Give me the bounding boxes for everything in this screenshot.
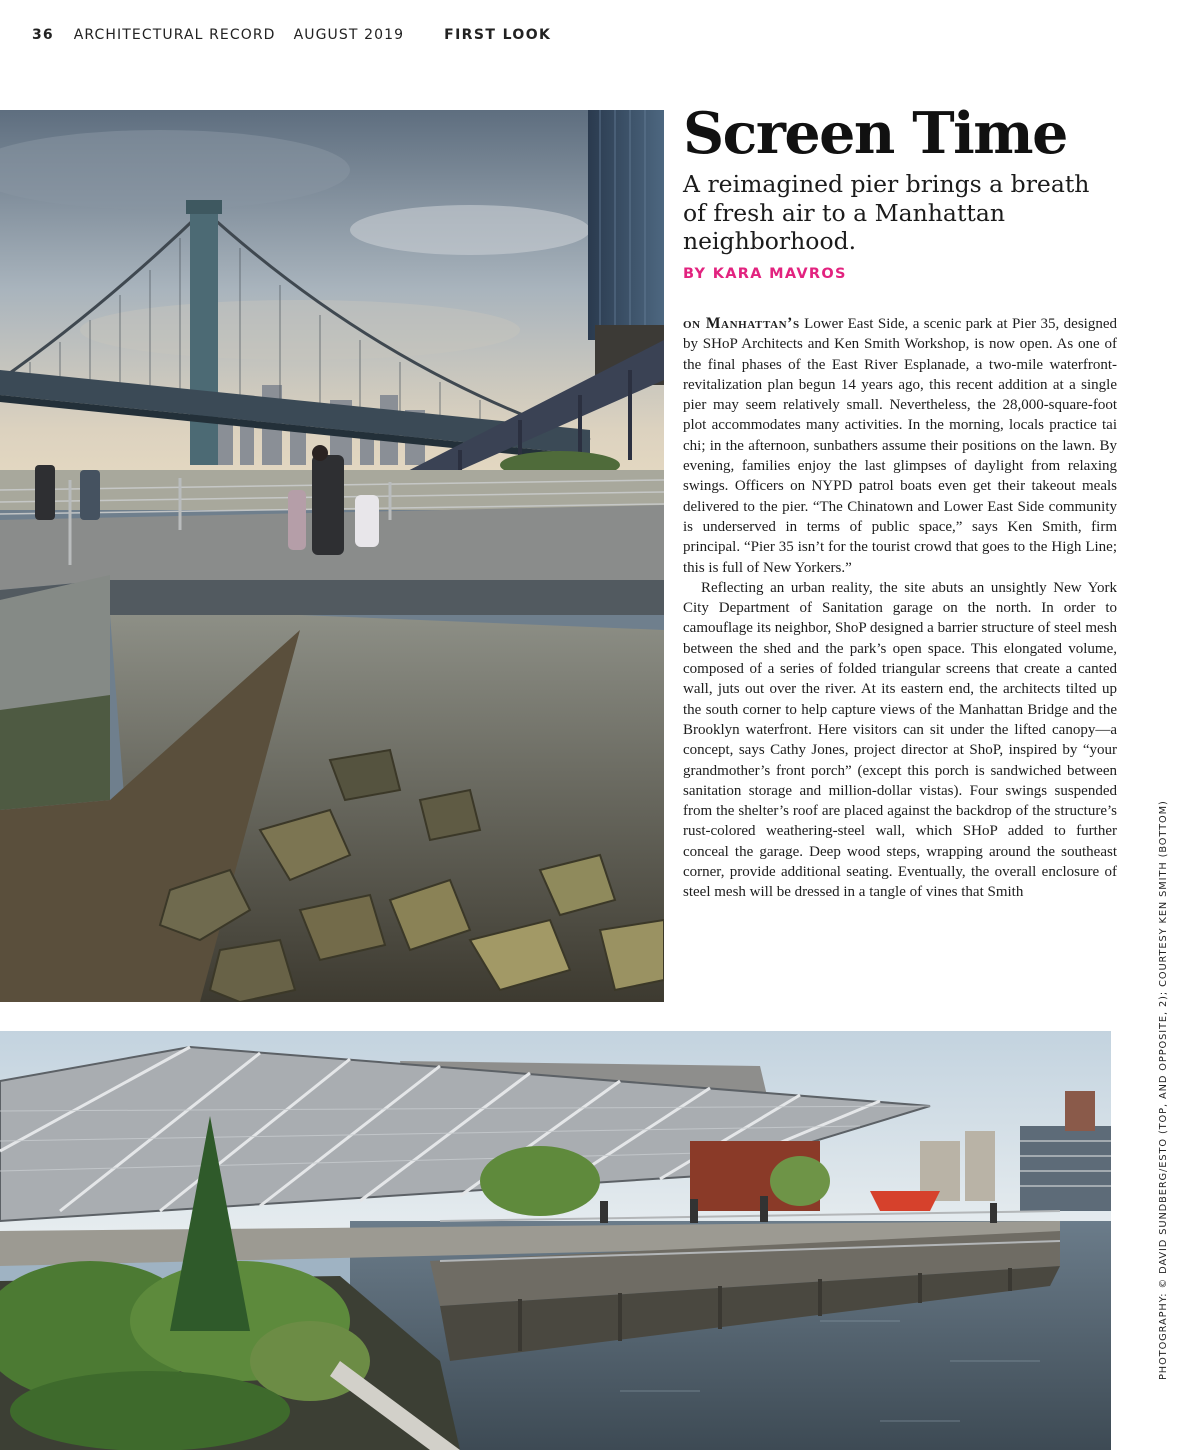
photo-credit <box>1145 750 1169 1380</box>
paragraph-1-text: Lower East Side, a scenic park at Pier 35, designed by SHoP Architects and Ken Smith Workshop, is now open. As one of the final phases of the East River Esplanade, a two-mile waterfront-revitalization plan begun 14 years ago, this recent addition at a single pier may seem relatively small. Nevertheless, the 28,000-square-foot plot accommodates many activities. In the morning, locals practice tai chi; in the afternoon, sunbathers assume their positions on the lawn. By evening, families enjoy the last glimpses of daylight from relaxing swings. Officers on NYPD patrol boats even get their takeout meals delivered to the pier. “The Chinatown and Lower East Side community is underserved in terms of public space,” says Ken Smith, firm principal. “Pier 35 isn’t for the tourist crowd that goes to the High Line; this is full of New Yorkers.” <box>683 316 1117 576</box>
paragraph-1 <box>683 314 1117 578</box>
photo-credit-text: PHOTOGRAPHY: © DAVID SUNDBERG/ESTO (TOP, AND OPPOSITE, 2); COURTESY KEN SMITH (BOTTOM) <box>1158 800 1169 1380</box>
page-header <box>32 24 1168 46</box>
photo-pier-35-screen <box>0 1031 1111 1450</box>
paragraph-2: Reflecting an urban reality, the site abuts an unsightly New York City Department of Sanitation garage on the north. In order to camouflage its neighbor, ShoP designed a barrier structure of steel mesh between the shed and the park’s open space. This elongated volume, composed of a series of folded triangular screens that create a canted wall, juts out over the river. At its eastern end, the architects tilted up the south corner to help capture views of the Manhattan Bridge and the Brooklyn waterfront. Here visitors can sit under the lifted canopy—a concept, says Cathy Jones, project director at ShoP, inspired by “your grandmother’s front porch” (except this porch is sandwiched between sanitation storage and million-dollar vistas). Four swings suspended from the shelter’s roof are placed against the backdrop of the structure’s rust-colored weathering-steel wall, which SHoP added to further conceal the garage. Deep wood steps, wrapping around the southeast corner, provide additional seating. Eventually, the overall enclosure of steel mesh will be dressed in a tangle of vines that Smith <box>683 579 1117 901</box>
article-title: Screen Time <box>683 100 1067 167</box>
lead-in: on Manhattan’s <box>683 315 800 332</box>
article-body <box>683 314 1117 903</box>
photo-manhattan-bridge-pier <box>0 110 664 1002</box>
page-number: 36 <box>32 27 54 43</box>
article-byline: BY KARA MAVROS <box>683 266 847 282</box>
publication-name: ARCHITECTURAL RECORD <box>73 27 276 43</box>
section-label: FIRST LOOK <box>444 27 552 43</box>
article-deck: A reimagined pier brings a breath of fresh air to a Manhattan neighborhood. <box>683 170 1090 255</box>
issue-date: AUGUST 2019 <box>293 27 405 43</box>
